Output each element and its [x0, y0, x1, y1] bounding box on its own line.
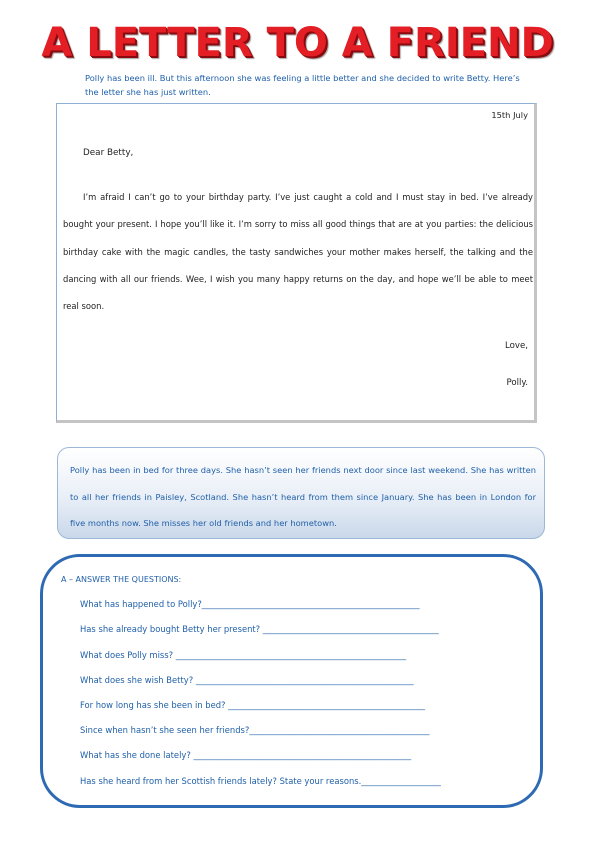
question-text: Since when hasn’t she seen her friends? [80, 725, 250, 735]
question-text: For how long has she been in bed? [80, 700, 229, 710]
info-box [57, 447, 545, 539]
intro-text: Polly has been ill. But this afternoon she was feeling a little better and she decided to write Betty. Here’s the letter she has just written. [85, 73, 520, 97]
questions-box [40, 554, 543, 808]
page-title: A LETTER TO A FRIEND [41, 20, 554, 66]
info-text: Polly has been in bed for three days. She hasn’t seen her friends next door since last weekend. She has written to all her friends in Paisley, Scotland. She hasn’t heard from them since January. She has been in London for five months now. She misses her old friends and her hometown. [70, 465, 536, 528]
letter-greeting: Dear Betty, [83, 148, 134, 158]
question-item [80, 650, 406, 660]
question-text: What does Polly miss? [80, 650, 176, 660]
question-item [80, 700, 425, 710]
answer-line[interactable]: ____________________________________________________ [201, 599, 420, 609]
letter-closing: Love, [505, 341, 528, 351]
question-item [80, 599, 420, 609]
answer-line[interactable]: ___________________________________________ [249, 725, 430, 735]
answer-line[interactable]: ___________________ [361, 776, 441, 786]
questions-heading: A – ANSWER THE QUESTIONS: [61, 575, 182, 584]
letter-date: 15th July [491, 110, 528, 120]
question-item [80, 750, 411, 760]
answer-line[interactable]: _______________________________________________ [228, 700, 425, 710]
answer-line[interactable]: __________________________________________ [262, 624, 439, 634]
question-text: What has happened to Polly? [80, 599, 202, 609]
question-text: Has she heard from her Scottish friends lately? State your reasons. [80, 776, 362, 786]
question-item [80, 675, 414, 685]
question-item [80, 725, 429, 735]
question-item [80, 624, 439, 634]
question-item [80, 776, 441, 786]
question-text: What has she done lately? [80, 750, 194, 760]
question-text: What does she wish Betty? [80, 675, 196, 685]
letter-body: I’m afraid I can’t go to your birthday party. I’ve just caught a cold and I must stay in bed. I’ve already bought your present. I hope you’ll like it. I’m sorry to miss all good things that are at you parties: the delicious birthday cake with the magic candles, the tasty sandwiches your mother makes herself, the talking and the dancing with all our friends. Wee, I wish you many happy returns on the day, and hope we’ll be able to meet real soon. [63, 192, 533, 312]
letter-signature: Polly. [506, 378, 528, 388]
answer-line[interactable]: ____________________________________________________ [195, 675, 414, 685]
answer-line[interactable]: ____________________________________________________ [193, 750, 412, 760]
answer-line[interactable]: _______________________________________________________ [175, 650, 407, 660]
letter-box [56, 103, 537, 423]
question-text: Has she already bought Betty her present? [80, 624, 263, 634]
